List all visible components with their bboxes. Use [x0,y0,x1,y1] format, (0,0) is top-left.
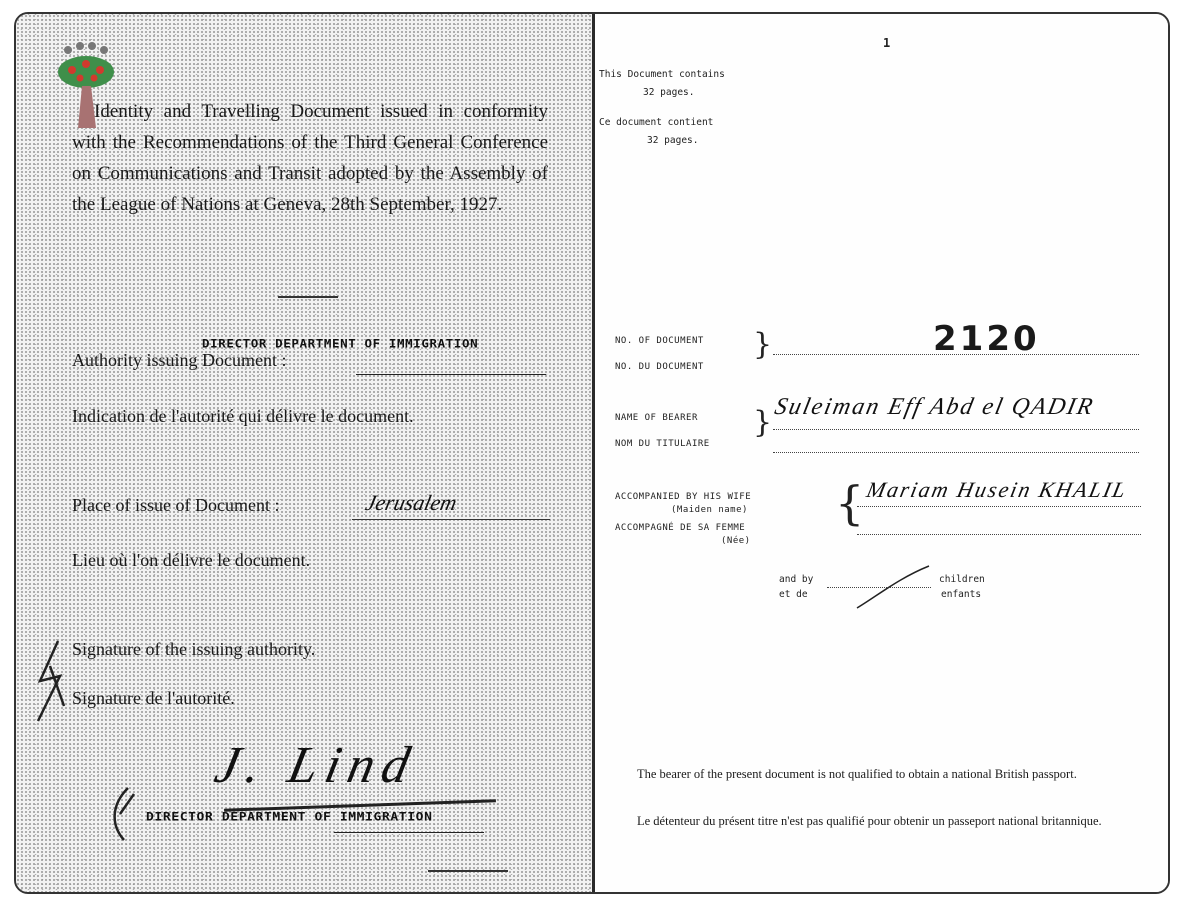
children: children [939,574,985,585]
place-underline [352,519,550,520]
wife-label-fr: ACCOMPAGNÉ DE SA FEMME [615,523,746,533]
place-label: Place of issue of Document : [72,495,280,515]
bearer-value: Suleiman Eff Abd el QADIR [772,394,1097,420]
bearer-label-en: NAME OF BEARER [615,413,698,423]
doc-no-brace: } [753,327,773,362]
right-page [595,14,1168,892]
wife-brace: { [835,476,865,530]
bottom-stamp-underline [334,832,484,833]
authority-underline [356,374,546,375]
authority-stamp: DIRECTOR DEPARTMENT OF IMMIGRATION [202,336,479,351]
bearer-brace: } [753,405,773,440]
page-number: 1 [883,36,891,50]
doc-no-value: 2120 [933,319,1040,359]
authority-label: Authority issuing Document : [72,350,287,370]
left-page [16,14,592,892]
wife-label-en-sub: (Maiden name) [671,505,748,515]
signature-fr: Signature de l'autorité. [72,688,235,708]
travel-document [14,12,1170,894]
enfants: enfants [941,589,982,600]
and-by: and by [779,574,814,585]
et-de: et de [779,589,808,600]
doc-no-label-en: NO. OF DOCUMENT [615,336,704,346]
wife-field-1 [857,506,1141,507]
place-french: Lieu où l'on délivre le document. [72,550,311,570]
pages-en: This Document contains [599,69,725,80]
signature-en: Signature of the issuing authority. [72,639,316,659]
bottom-stamp: DIRECTOR DEPARTMENT OF IMMIGRATION [146,810,433,825]
place-value: Jerusalem [363,490,460,515]
children-slash [853,562,933,612]
bearer-field-1 [773,429,1139,430]
divider [278,296,338,298]
note-en: The bearer of the present document is not qualified to obtain a national British passport. [637,767,1077,781]
wife-field-2 [857,534,1141,535]
pages-en-count: 32 pages. [643,87,695,98]
pages-fr: Ce document contient [599,117,714,128]
pages-fr-count: 32 pages. [647,135,699,146]
wife-value: Mariam Husein KHALIL [864,477,1130,502]
signature-handwritten: J. Lind [209,737,423,794]
margin-scribble [30,636,72,726]
authority-french: Indication de l'autorité qui délivre le document. [72,406,414,426]
doc-no-label-fr: NO. DU DOCUMENT [615,362,704,372]
bearer-field-2 [773,452,1139,453]
document-heading: Identity and Travelling Document issued in conformity with the Recommendations of the Third General Conference on Communications and Transit adopted by the Assembly of the League of Nations at Geneva, 28th September, 1927. [72,101,548,215]
footer-line [428,870,508,872]
note-fr: Le détenteur du présent titre n'est pas qualifié pour obtenir un passeport national britannique. [637,814,1102,828]
signature-stroke [106,784,146,844]
bearer-label-fr: NOM DU TITULAIRE [615,439,710,449]
wife-label-fr-sub: (Née) [721,536,751,546]
wife-label-en: ACCOMPANIED BY HIS WIFE [615,492,752,502]
